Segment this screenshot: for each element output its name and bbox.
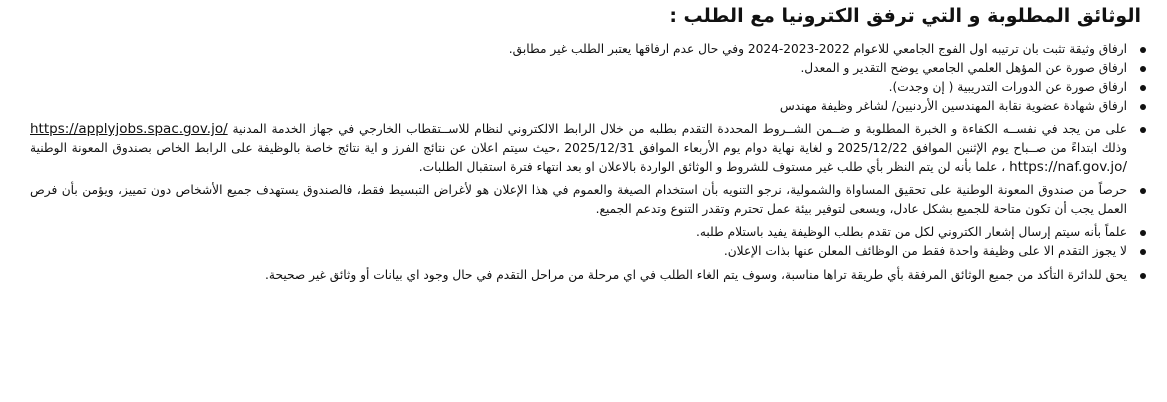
requirements-list xyxy=(30,40,1149,285)
list-item-text-part2: وذلك ابتداءً من صــباح يوم الإثنين الموافق 2025/12/22 و لغاية نهاية دوام يوم الأربعاء الموافق 2025/12/31 ،حيث سيتم اعلان عن نتائج الفرز و اية نتائج خاصة بالوظيفة على الرابط الخاص بصندوق المعونة الوطنية xyxy=(30,141,1128,155)
list-item-email-notice xyxy=(30,223,1127,242)
list-item-text-part3: ، علما بأنه لن يتم النظر بأي طلب غير مستوف للشروط و الوثائق الواردة بالاعلان او بعد انتهاء فترة استقبال الطلبات. xyxy=(418,160,1006,174)
list-item-text: يحق للدائرة التأكد من جميع الوثائق المرفقة بأي طريقة تراها مناسبة، وسوف يتم الغاء الطلب في اي مرحلة من مراحل التقدم في حال وجود اي بيانات أو وثائق غير صحيحة. xyxy=(265,268,1127,282)
list-item-degree-copy xyxy=(30,59,1127,78)
list-item-text-part1: على من يجد في نفســه الكفاءة و الخبرة المطلوبة و ضــمن الشــروط المحددة التقدم بطلبه من خلال الرابط الالكتروني لنظام للاســتقطاب الخارجي في جهاز الخدمة المدنية xyxy=(232,122,1127,136)
list-item-text: ارفاق شهادة عضوية نقابة المهندسين الأردنيين/ لشاغر وظيفة مهندس xyxy=(779,99,1127,113)
applyjobs-link[interactable]: https://applyjobs.spac.gov.jo/ xyxy=(30,121,228,137)
list-item-text: علماً بأنه سيتم إرسال إشعار الكتروني لكل من تقدم بطلب الوظيفة يفيد باستلام طلبه. xyxy=(695,225,1127,239)
section-heading: الوثائق المطلوبة و التي ترفق الكترونيا مع الطلب : xyxy=(669,5,1141,27)
list-item-ranking-document xyxy=(30,40,1127,59)
list-item-training-courses xyxy=(30,78,1127,97)
list-item-engineers-membership xyxy=(30,97,1127,116)
list-item-text: ارفاق صورة عن الدورات التدريبية ( إن وجدت). xyxy=(888,80,1127,94)
list-item-application-instructions xyxy=(30,120,1127,177)
naf-url-text: https://naf.gov.jo/ xyxy=(1009,159,1127,175)
list-item-single-job-rule xyxy=(30,242,1127,261)
list-item-equality-note xyxy=(30,181,1127,219)
list-item-text: حرصاً من صندوق المعونة الوطنية على تحقيق المساواة والشمولية، نرجو التنويه بأن استخدام الصيغة والعموم في هذا الإعلان هو لأغراض التبسيط فقط، فالصندوق يستهدف جميع الأشخاص دون تمييز، ويؤمن بأن فرص العمل يجب أن تكون متاحة للجميع بشكل عادل، ويسعى لتوفير بيئة عمل تحترم وتقدر التنوع وتدعم الجميع. xyxy=(30,183,1127,216)
list-item-text: ارفاق صورة عن المؤهل العلمي الجامعي يوضح التقدير و المعدل. xyxy=(800,61,1127,75)
list-item-text: ارفاق وثيقة تثبت بان ترتيبه اول الفوج الجامعي للاعوام 2022-2023-2024 وفي حال عدم ارفاقها يعتبر الطلب غير مطابق. xyxy=(508,42,1127,56)
list-item-text: لا يجوز التقدم الا على وظيفة واحدة فقط من الوظائف المعلن عنها بذات الإعلان. xyxy=(723,244,1127,258)
list-item-verification-right xyxy=(30,266,1127,285)
